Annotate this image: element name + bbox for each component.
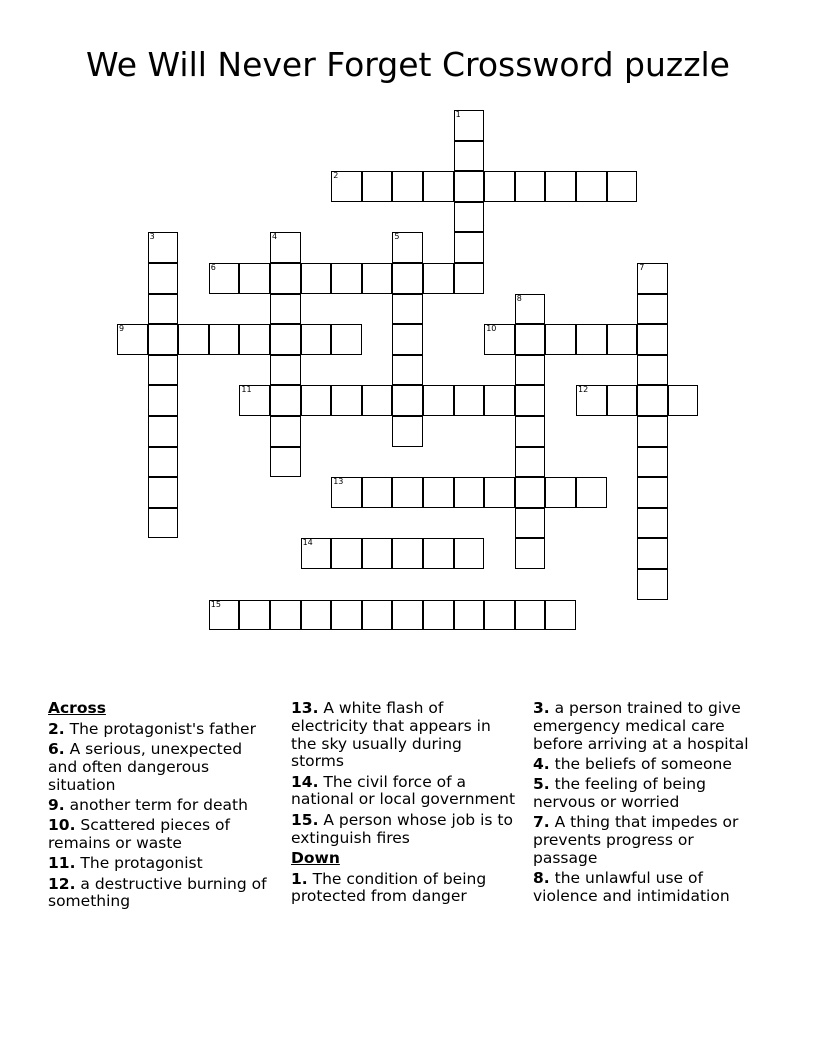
clue-number: 2. xyxy=(48,719,65,738)
grid-cell[interactable] xyxy=(607,171,638,202)
grid-cell[interactable] xyxy=(392,232,423,263)
grid-cell[interactable] xyxy=(576,477,607,508)
cell-number: 6 xyxy=(210,263,216,272)
clue-text: A serious, unexpected and often dangerous situation xyxy=(48,740,243,794)
grid-cell[interactable] xyxy=(148,324,179,355)
clue-down-3 xyxy=(533,700,758,753)
grid-cell[interactable] xyxy=(270,385,301,416)
grid-cell[interactable] xyxy=(423,171,454,202)
grid-cell[interactable] xyxy=(270,324,301,355)
grid-cell[interactable] xyxy=(148,508,179,539)
grid-cell[interactable] xyxy=(454,263,485,294)
grid-cell[interactable] xyxy=(545,324,576,355)
clue-number: 9. xyxy=(48,795,65,814)
cell-number: 13 xyxy=(333,477,344,487)
across-heading: Across xyxy=(48,699,106,717)
grid-cell[interactable] xyxy=(545,171,576,202)
grid-cell[interactable] xyxy=(301,600,332,631)
grid-cell[interactable] xyxy=(515,171,546,202)
cell-number: 7 xyxy=(639,263,645,272)
cell-number: 15 xyxy=(210,599,221,609)
grid-cell[interactable] xyxy=(148,263,179,294)
grid-cell[interactable] xyxy=(178,324,209,355)
puzzle-title: We Will Never Forget Crossword puzzle xyxy=(86,45,730,84)
grid-cell[interactable] xyxy=(484,324,515,355)
grid-cell[interactable] xyxy=(270,232,301,263)
grid-cell[interactable] xyxy=(209,600,240,631)
grid-cell[interactable] xyxy=(362,385,393,416)
grid-cell[interactable] xyxy=(209,263,240,294)
grid-cell[interactable] xyxy=(331,477,362,508)
clue-across-2 xyxy=(48,721,270,739)
grid-cell[interactable] xyxy=(607,324,638,355)
grid-cell[interactable] xyxy=(270,600,301,631)
grid-cell[interactable] xyxy=(301,538,332,569)
clue-across-6 xyxy=(48,741,270,794)
grid-cell[interactable] xyxy=(392,324,423,355)
clue-text: The condition of being protected from danger xyxy=(291,869,487,906)
grid-cell[interactable] xyxy=(362,477,393,508)
clue-number: 10. xyxy=(48,816,76,835)
grid-cell[interactable] xyxy=(637,508,668,539)
grid-cell[interactable] xyxy=(454,385,485,416)
grid-cell[interactable] xyxy=(392,416,423,447)
clue-text: the beliefs of someone xyxy=(554,754,732,773)
grid-cell[interactable] xyxy=(270,416,301,447)
grid-cell[interactable] xyxy=(270,447,301,478)
clue-down-1 xyxy=(291,871,516,907)
grid-cell[interactable] xyxy=(239,324,270,355)
clue-number: 8. xyxy=(533,869,550,888)
clue-text: a person trained to give emergency medical care before arriving at a hospital xyxy=(533,699,749,753)
down-heading: Down xyxy=(291,848,340,867)
clue-across-12 xyxy=(48,876,270,912)
grid-cell[interactable] xyxy=(331,600,362,631)
clue-number: 4. xyxy=(533,754,550,773)
grid-cell[interactable] xyxy=(576,385,607,416)
grid-cell[interactable] xyxy=(637,538,668,569)
clue-number: 15. xyxy=(291,810,319,829)
clue-text: The civil force of a national or local government xyxy=(291,772,516,809)
grid-cell[interactable] xyxy=(392,538,423,569)
grid-cell[interactable] xyxy=(484,385,515,416)
grid-cell[interactable] xyxy=(515,324,546,355)
grid-cell[interactable] xyxy=(637,294,668,325)
clue-text: another term for death xyxy=(69,795,248,814)
cell-number: 14 xyxy=(302,538,313,548)
grid-cell[interactable] xyxy=(148,232,179,263)
grid-cell[interactable] xyxy=(637,477,668,508)
grid-cell[interactable] xyxy=(392,294,423,325)
grid-cell[interactable] xyxy=(239,600,270,631)
grid-cell[interactable] xyxy=(148,416,179,447)
clue-down-5 xyxy=(533,776,758,812)
grid-cell[interactable] xyxy=(515,416,546,447)
grid-cell[interactable] xyxy=(454,600,485,631)
grid-cell[interactable] xyxy=(392,263,423,294)
clue-number: 14. xyxy=(291,772,319,791)
grid-cell[interactable] xyxy=(331,538,362,569)
grid-cell[interactable] xyxy=(515,600,546,631)
cell-number: 3 xyxy=(149,232,155,242)
clue-number: 12. xyxy=(48,874,76,893)
clue-down-8 xyxy=(533,870,758,906)
grid-cell[interactable] xyxy=(576,324,607,355)
cell-number: 9 xyxy=(119,324,125,334)
clue-across-13 xyxy=(291,700,516,771)
grid-cell[interactable] xyxy=(515,294,546,325)
grid-cell[interactable] xyxy=(484,477,515,508)
clue-number: 5. xyxy=(533,775,550,794)
cell-number: 4 xyxy=(272,232,278,242)
grid-cell[interactable] xyxy=(607,385,638,416)
grid-cell[interactable] xyxy=(209,324,240,355)
grid-cell[interactable] xyxy=(515,385,546,416)
clue-text: A person whose job is to extinguish fires xyxy=(291,810,513,847)
grid-cell[interactable] xyxy=(515,355,546,386)
clue-number: 6. xyxy=(48,740,65,759)
grid-cell[interactable] xyxy=(117,324,148,355)
grid-cell[interactable] xyxy=(392,171,423,202)
clue-across-14 xyxy=(291,774,516,810)
grid-cell[interactable] xyxy=(637,263,668,294)
grid-cell[interactable] xyxy=(515,447,546,478)
clue-number: 13. xyxy=(291,699,319,717)
clue-number: 7. xyxy=(533,813,550,832)
cell-number: 11 xyxy=(241,385,252,395)
grid-cell[interactable] xyxy=(148,294,179,325)
grid-cell[interactable] xyxy=(423,600,454,631)
clue-number: 3. xyxy=(533,699,550,717)
grid-cell[interactable] xyxy=(239,263,270,294)
grid-cell[interactable] xyxy=(515,477,546,508)
grid-cell[interactable] xyxy=(637,355,668,386)
grid-cell[interactable] xyxy=(362,263,393,294)
grid-cell[interactable] xyxy=(392,600,423,631)
grid-cell[interactable] xyxy=(331,171,362,202)
clue-text: a destructive burning of something xyxy=(48,874,267,911)
clue-across-9 xyxy=(48,797,270,815)
grid-cell[interactable] xyxy=(331,324,362,355)
grid-cell[interactable] xyxy=(392,477,423,508)
grid-cell[interactable] xyxy=(148,447,179,478)
grid-cell[interactable] xyxy=(270,294,301,325)
grid-cell[interactable] xyxy=(454,538,485,569)
grid-cell[interactable] xyxy=(423,385,454,416)
clue-across-10 xyxy=(48,817,270,853)
grid-cell[interactable] xyxy=(637,416,668,447)
clue-down-4 xyxy=(533,756,758,774)
grid-cell[interactable] xyxy=(454,110,485,141)
grid-cell[interactable] xyxy=(331,385,362,416)
grid-cell[interactable] xyxy=(484,600,515,631)
grid-cell[interactable] xyxy=(392,355,423,386)
grid-cell[interactable] xyxy=(148,477,179,508)
grid-cell[interactable] xyxy=(484,171,515,202)
clue-number: 11. xyxy=(48,854,76,873)
grid-cell[interactable] xyxy=(270,263,301,294)
clue-text: A thing that impedes or prevents progress or passage xyxy=(533,813,739,867)
grid-cell[interactable] xyxy=(454,477,485,508)
clue-across-15 xyxy=(291,812,516,848)
grid-cell[interactable] xyxy=(637,385,668,416)
grid-cell[interactable] xyxy=(362,538,393,569)
grid-cell[interactable] xyxy=(423,538,454,569)
grid-cell[interactable] xyxy=(454,202,485,233)
clues-column-1 xyxy=(48,700,270,914)
cell-number: 1 xyxy=(455,110,461,119)
clue-number: 1. xyxy=(291,869,308,888)
grid-cell[interactable] xyxy=(148,385,179,416)
grid-cell[interactable] xyxy=(637,324,668,355)
grid-cell[interactable] xyxy=(423,477,454,508)
grid-cell[interactable] xyxy=(454,141,485,172)
grid-cell[interactable] xyxy=(637,447,668,478)
grid-cell[interactable] xyxy=(392,385,423,416)
cell-number: 2 xyxy=(333,171,339,181)
grid-cell[interactable] xyxy=(148,355,179,386)
cell-number: 10 xyxy=(486,324,497,334)
grid-cell[interactable] xyxy=(270,355,301,386)
clue-text: The protagonist's father xyxy=(69,719,256,738)
clue-text: the feeling of being nervous or worried xyxy=(533,775,706,811)
clue-text: The protagonist xyxy=(80,854,203,873)
grid-cell[interactable] xyxy=(423,263,454,294)
clue-across-11 xyxy=(48,855,270,873)
clue-text: A white flash of electricity that appears in the sky usually during storms xyxy=(291,699,491,771)
grid-cell[interactable] xyxy=(454,171,485,202)
clues-column-3 xyxy=(533,700,758,908)
grid-cell[interactable] xyxy=(637,569,668,600)
grid-cell[interactable] xyxy=(454,232,485,263)
cell-number: 12 xyxy=(578,385,589,395)
grid-cell[interactable] xyxy=(576,171,607,202)
clue-text: the unlawful use of violence and intimidation xyxy=(533,869,730,905)
grid-cell[interactable] xyxy=(362,171,393,202)
clue-down-7 xyxy=(533,814,758,867)
grid-cell[interactable] xyxy=(301,263,332,294)
clue-text: Scattered pieces of remains or waste xyxy=(48,816,230,853)
grid-cell[interactable] xyxy=(331,263,362,294)
grid-cell[interactable] xyxy=(301,324,332,355)
clues-column-2 xyxy=(291,700,516,909)
grid-cell[interactable] xyxy=(515,538,546,569)
grid-cell[interactable] xyxy=(362,600,393,631)
grid-cell[interactable] xyxy=(301,385,332,416)
cell-number: 5 xyxy=(394,232,400,242)
grid-cell[interactable] xyxy=(515,508,546,539)
cell-number: 8 xyxy=(516,293,522,303)
grid-cell[interactable] xyxy=(545,477,576,508)
grid-cell[interactable] xyxy=(239,385,270,416)
grid-cell[interactable] xyxy=(545,600,576,631)
grid-cell[interactable] xyxy=(668,385,699,416)
